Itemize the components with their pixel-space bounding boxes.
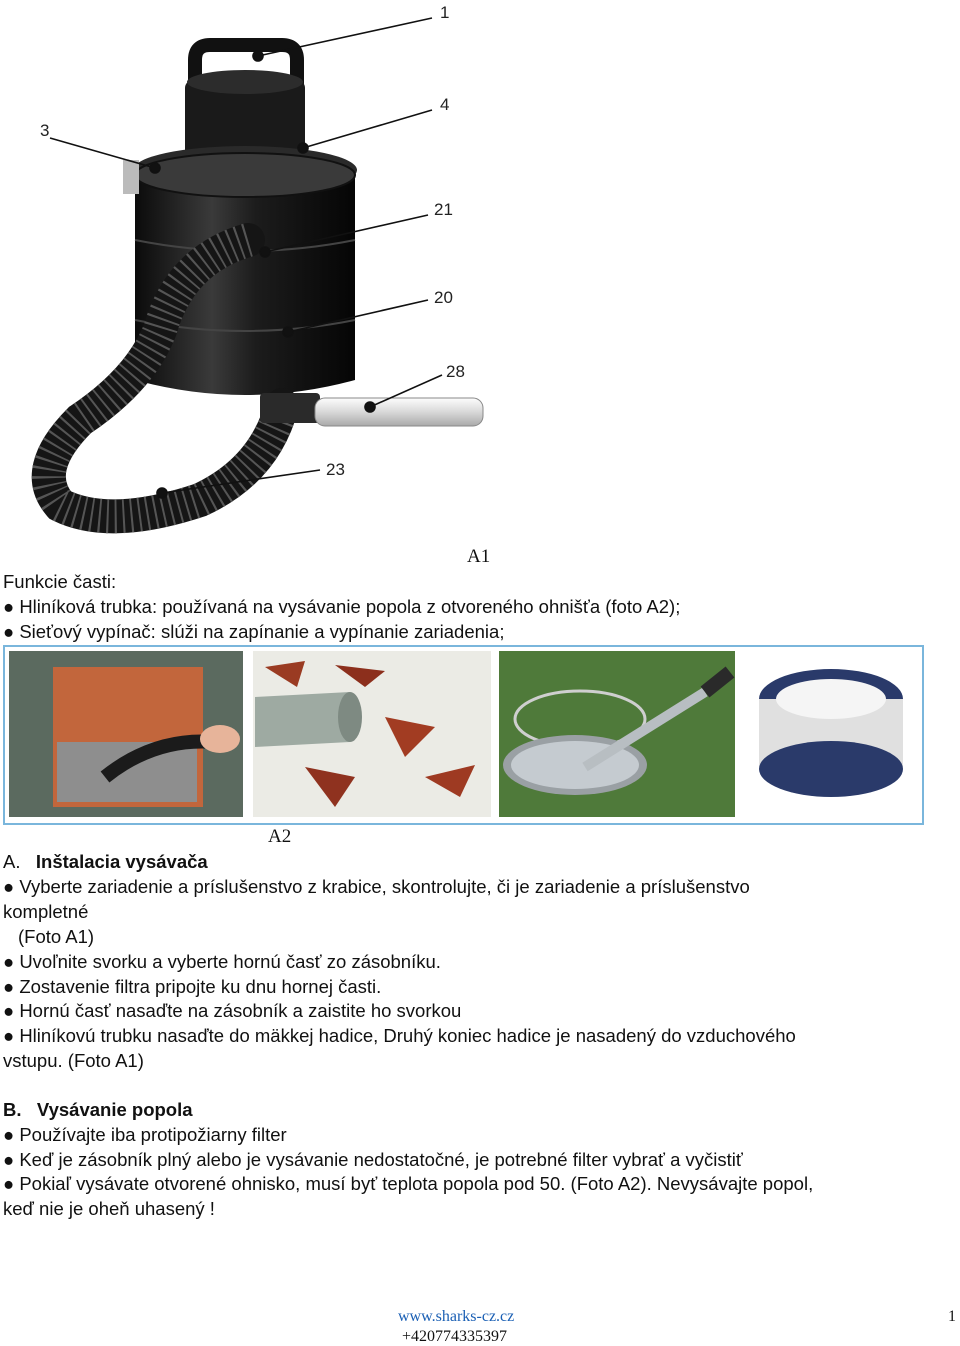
callout-23: 23 <box>326 460 345 479</box>
section-a-line: ● Vyberte zariadenie a príslušenstvo z krabice, skontrolujte, či je zariadenie a príslušenstvo <box>3 876 750 897</box>
section-a-line: vstupu. (Foto A1) <box>3 1050 144 1071</box>
figure-a2-photos <box>3 645 924 825</box>
callout-4: 4 <box>440 95 450 114</box>
section-b-title: Vysávanie popola <box>36 1099 193 1120</box>
functions-title: Funkcie časti: <box>3 571 117 592</box>
functions-item: ● Hliníková trubka: používaná na vysávanie popola z otvoreného ohnišťa (foto A2); <box>3 596 681 617</box>
footer-website-link[interactable]: www.sharks-cz.cz <box>398 1308 515 1325</box>
section-a-line: ● Uvoľnite svorku a vyberte hornú časť zo zásobníku. <box>3 951 441 972</box>
section-a-line: ● Hornú časť nasaďte na zásobník a zaistite ho svorkou <box>3 1000 462 1021</box>
section-a-letter: A. <box>3 851 21 872</box>
callout-20: 20 <box>434 288 453 307</box>
page-number: 1 <box>948 1308 956 1325</box>
section-b-line: ● Pokiaľ vysávate otvorené ohnisko, musí byť teplota popola pod 50. (Foto A2). Nevysávajte popol, <box>3 1173 814 1194</box>
section-b-heading <box>3 1098 193 1123</box>
footer-phone: +420774335397 <box>402 1328 508 1345</box>
section-a-line: (Foto A1) <box>18 926 95 947</box>
section-a-line: ● Hliníkovú trubku nasaďte do mäkkej hadice, Druhý koniec hadice je nasadený do vzduchového <box>3 1025 796 1046</box>
callout-21: 21 <box>434 200 453 219</box>
usage-photos-strip <box>5 647 922 823</box>
callout-1: 1 <box>440 3 450 22</box>
callout-28: 28 <box>446 362 465 381</box>
section-a-heading <box>3 850 208 875</box>
figure-a1-caption: A1 <box>467 546 491 567</box>
section-b-line: ● Keď je zásobník plný alebo je vysávanie nedostatočné, je potrebné filter vybrať a vyčistiť <box>3 1149 743 1170</box>
section-b-line: ● Používajte iba protipožiarny filter <box>3 1124 287 1145</box>
section-a-line: ● Zostavenie filtra pripojte ku dnu hornej časti. <box>3 976 382 997</box>
section-b-letter: B. <box>3 1099 22 1120</box>
section-a-title: Inštalacia vysávača <box>35 851 208 872</box>
functions-item: ● Sieťový vypínač: slúži na zapínanie a vypínanie zariadenia; <box>3 621 505 642</box>
figure-a2-caption: A2 <box>268 826 292 847</box>
section-a-line: kompletné <box>3 901 89 922</box>
vacuum-cleaner-figure <box>20 0 520 540</box>
callout-3: 3 <box>40 121 50 140</box>
section-b-line: keď nie je oheň uhasený ! <box>3 1198 215 1219</box>
